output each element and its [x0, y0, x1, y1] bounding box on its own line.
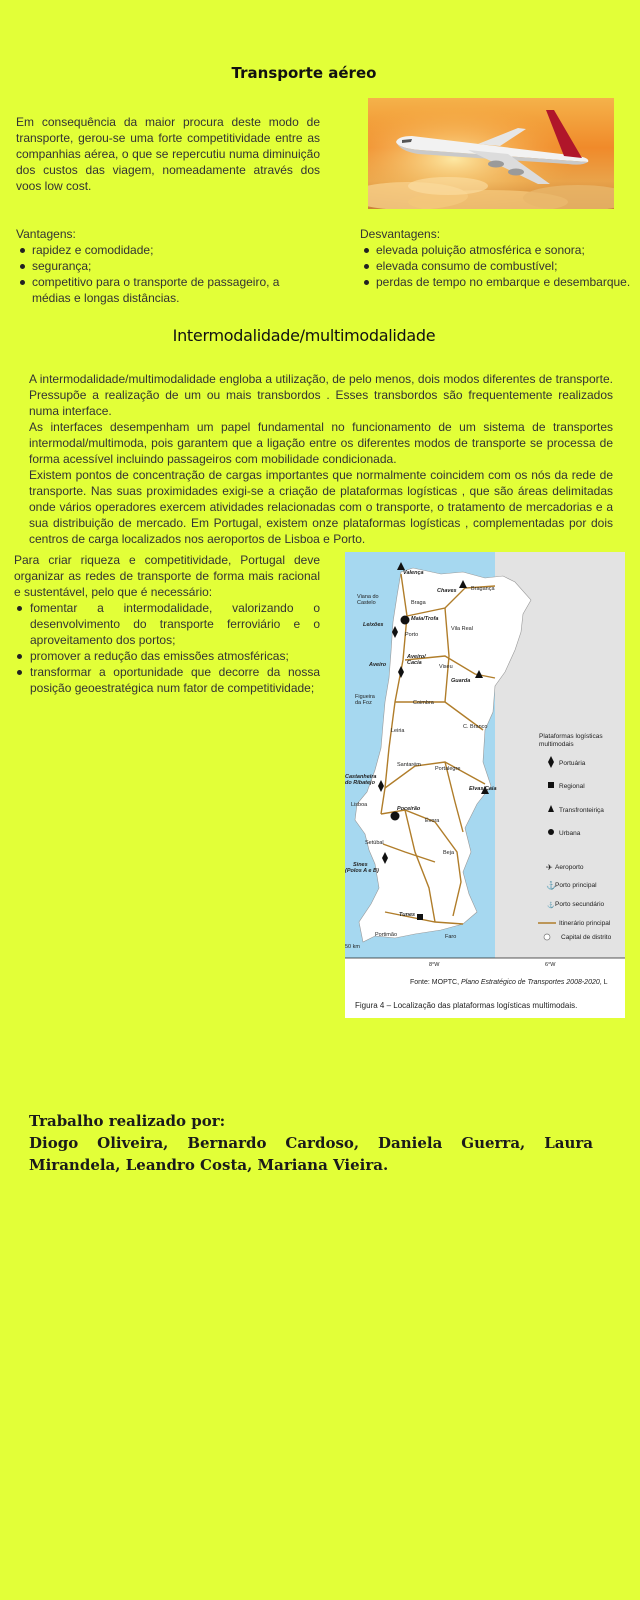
disadvantages-block	[360, 226, 636, 290]
map-label: da Foz	[355, 700, 372, 706]
map-label: Vila Real	[451, 626, 473, 632]
map-label: Santarém	[397, 762, 421, 768]
legend-label: Capital de distrito	[561, 934, 612, 941]
portugal-intro: Para criar riqueza e competitividade, Portugal deve organizar as redes de transporte de forma mais racional e sustentável, pelo que é necessário:	[14, 553, 320, 599]
intermodality-paragraph-3: Existem pontos de concentração de cargas importantes que normalmente coincidem com os nós da rede de transporte. Nas suas proximidades exigi-se a criação de plataformas logísticas , que são áreas delimitadas onde vários operadores exercem atividades relacionadas com o transporte, o tratamento de mercadorias e a sua distribuição de mercado. Em Portugal, existem onze plataformas logísticas , complementadas por dois centros de carga localizados nos aeroportos de Lisboa e Porto.	[29, 468, 613, 546]
title-air-transport: Transporte aéreo	[231, 64, 377, 82]
air-intro-paragraph: Em consequência da maior procura deste modo de transporte, gerou-se uma forte competitividade entre as companhias aérea, o que se repercutiu numa diminuição dos custos das viagem, nomeadamente através dos voos low cost.	[16, 115, 320, 193]
portugal-block	[14, 552, 320, 696]
map-label: Portalegre	[435, 766, 461, 772]
title-intermodality: Intermodalidade/multimodalidade	[172, 326, 436, 345]
map-label: Castanheira	[345, 774, 377, 780]
list-item: elevada poluição atmosférica e sonora;	[376, 242, 636, 258]
list-item: transformar a oportunidade que decorre da nossa posição geoestratégica num fator de competitividade;	[30, 665, 320, 695]
urban-marker	[391, 812, 400, 821]
list-item: competitivo para o transporte de passageiro, a médias e longas distâncias.	[32, 274, 320, 306]
legend-regional-marker	[548, 782, 554, 788]
credits-block	[29, 1110, 593, 1176]
anchor-icon: ⚓	[546, 881, 556, 890]
legend-title: multimodais	[539, 741, 574, 748]
map-label: Lisboa	[351, 802, 368, 808]
longitude-label: 8°W	[429, 962, 440, 968]
legend-label: Regional	[559, 783, 585, 790]
map-label: Leixões	[363, 622, 384, 628]
map-label: C. Branco	[463, 724, 488, 730]
portugal-list	[14, 600, 320, 696]
map-label: Beja	[443, 850, 455, 856]
legend-title: Plataformas logísticas	[539, 733, 603, 740]
anchor-small-icon: ⚓	[547, 903, 555, 909]
legend-urban-marker	[548, 829, 554, 835]
airport-icon: ✈	[546, 863, 553, 872]
legend-label: Transfronteiriça	[559, 807, 604, 814]
map-label: 50 km	[345, 944, 360, 950]
logistics-map	[345, 552, 625, 1018]
urban-marker	[401, 616, 410, 625]
disadvantages-list	[360, 242, 636, 290]
map-label: Leiria	[391, 728, 405, 734]
map-label: Elvas/Caia	[469, 786, 497, 792]
map-label: Braga	[411, 600, 426, 606]
map-label: Viseu	[439, 664, 453, 670]
intermodality-paragraph-2: As interfaces desempenham um papel fundamental no funcionamento de um sistema de transportes intermodal/multimoda, pois garantem que a ligação entre os diferentes modos de transporte se processa de forma acessível incluindo passageiros com mobilidade condicionada.	[29, 420, 613, 466]
list-item: elevada consumo de combustível;	[376, 258, 636, 274]
map-label: Viana do	[357, 594, 379, 600]
longitude-label: 6°W	[545, 962, 556, 968]
map-label: Setúbal	[365, 840, 384, 846]
intermodality-text	[29, 371, 613, 547]
map-label: Évora	[425, 818, 440, 824]
map-label: (Polos A e B)	[345, 868, 379, 874]
intermodality-paragraph-1: A intermodalidade/multimodalidade engloba a utilização, de pelo menos, dois modos diferentes de transporte. Pressupõe a realização de um ou mais transbordos . Esses transbordos são frequentemente realizados numa interface.	[29, 372, 613, 418]
list-item: rapidez e comodidade;	[32, 242, 320, 258]
advantages-block	[16, 226, 320, 306]
map-label: Porto	[405, 632, 419, 638]
legend-label: Portuária	[559, 760, 586, 767]
advantages-heading: Vantagens:	[16, 227, 76, 241]
map-label: Poceirão	[397, 806, 421, 812]
disadvantages-heading: Desvantagens:	[360, 227, 441, 241]
map-label: Valença	[403, 570, 424, 576]
regional-marker	[417, 914, 423, 920]
map-label: Tunes	[399, 912, 416, 918]
map-source: Fonte: MOPTC, Plano Estratégico de Transportes 2008-2020, L	[410, 979, 608, 986]
legend-label: Porto principal	[555, 882, 597, 889]
advantages-list	[16, 242, 320, 306]
map-label: Aveiro	[369, 662, 387, 668]
map-label: Coimbra	[413, 700, 434, 706]
map-label: Bragança	[471, 586, 495, 592]
legend-capital-marker	[544, 934, 550, 940]
legend-label: Urbana	[559, 830, 581, 837]
map-label: Sines	[353, 862, 368, 868]
map-label: do Ribatejo	[345, 780, 375, 786]
map-label: Portimão	[375, 932, 398, 938]
map-label: Aveiro/	[407, 654, 426, 660]
airplane-photo	[368, 98, 614, 209]
legend-label: Aeroporto	[555, 864, 584, 871]
logistics-map-figure	[345, 552, 625, 1018]
map-label: Maia/Trofa	[411, 616, 439, 622]
map-label: Guarda	[451, 678, 471, 684]
map-caption: Figura 4 – Localização das plataformas logísticas multimodais.	[355, 1001, 578, 1010]
list-item: promover a redução das emissões atmosféricas;	[30, 648, 320, 664]
list-item: fomentar a intermodalidade, valorizando o desenvolvimento do transporte ferroviário e o aproveitamento dos portos;	[30, 601, 320, 647]
map-label: Faro	[445, 934, 457, 940]
list-item: perdas de tempo no embarque e desembarque.	[376, 274, 636, 290]
map-label: Cacia	[407, 660, 422, 666]
map-label: Castelo	[357, 600, 376, 606]
map-label: Figueira	[355, 694, 375, 700]
legend-label: Itinerário principal	[559, 920, 611, 927]
credits-names: Diogo Oliveira, Bernardo Cardoso, Daniela Guerra, Laura Mirandela, Leandro Costa, Mariana Vieira.	[29, 1134, 593, 1174]
list-item: segurança;	[32, 258, 320, 274]
map-label: Chaves	[437, 588, 457, 594]
legend-label: Porto secundário	[555, 901, 605, 908]
credits-heading: Trabalho realizado por:	[29, 1112, 226, 1130]
